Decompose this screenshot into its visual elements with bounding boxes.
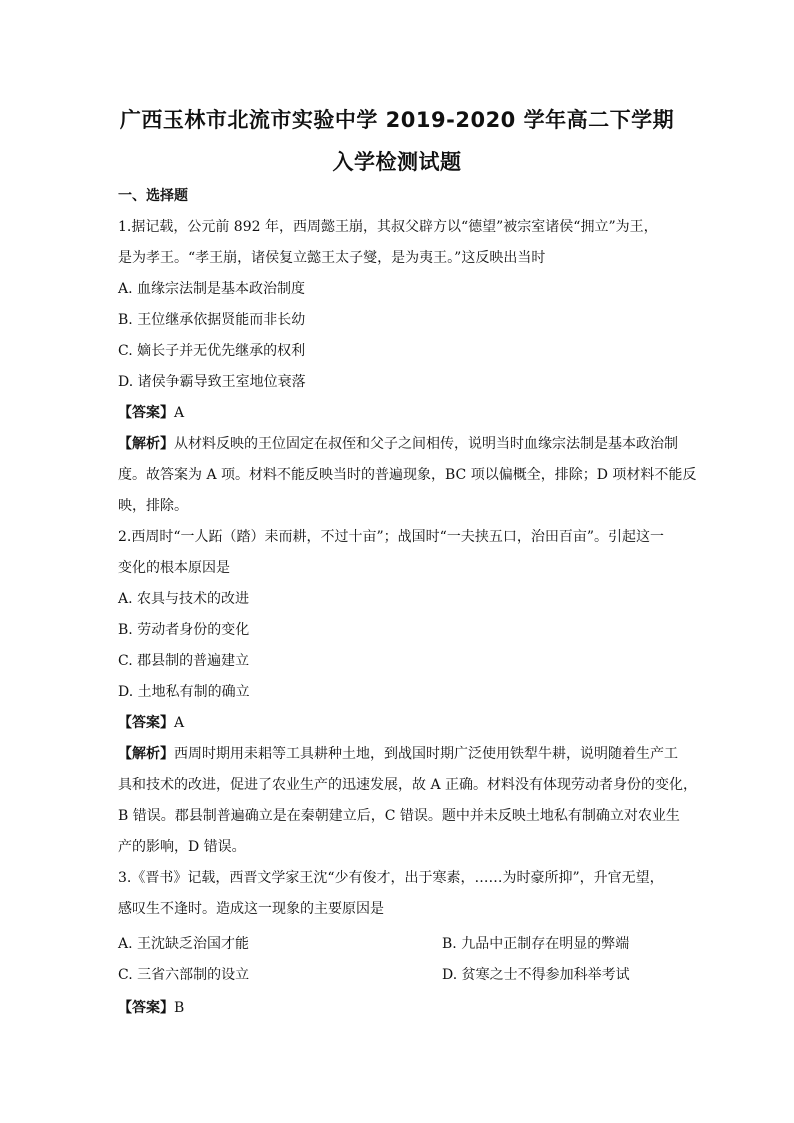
q1-analysis-tag: 【解析】 (118, 436, 174, 452)
q1-analysis-text1: 从材料反映的王位固定在叔侄和父子之间相传，说明当时血缘宗法制是基本政治制 (174, 436, 678, 452)
q2-analysis-tag: 【解析】 (118, 746, 174, 762)
q2-option-a: A. 农具与技术的改进 (118, 591, 250, 607)
q2-answer (118, 713, 678, 733)
q3-option-a: A. 王沈缺乏治国才能 (118, 936, 250, 952)
q3-stem-line2: 感叹生不逢时。造成这一现象的主要原因是 (118, 901, 384, 917)
q3-stem-line1: 3.《晋书》记载，西晋文学家王沈“少有俊才，出于寒素，……为时豪所抑”，升官无望， (118, 870, 664, 886)
q1-option-d: D. 诸侯争霸导致王室地位衰落 (118, 374, 306, 390)
q3-option-d: D. 贫寒之士不得参加科举考试 (442, 967, 630, 983)
q2-answer-tag: 【答案】 (118, 715, 174, 731)
q1-answer-value: A (174, 405, 185, 421)
q1-answer-tag: 【答案】 (118, 405, 174, 421)
q2-analysis-line3: B 错误。郡县制普遍确立是在秦朝建立后，C 错误。题中并未反映土地私有制确立对农业生 (118, 808, 680, 824)
q2-answer-value: A (174, 715, 185, 731)
q2-analysis-line1 (118, 744, 678, 764)
q3-answer (118, 998, 678, 1018)
q2-option-b: B. 劳动者身份的变化 (118, 622, 250, 638)
q1-option-c: C. 嫡长子并无优先继承的权利 (118, 343, 306, 359)
q2-analysis-text1: 西周时期用耒耜等工具耕种土地，到战国时期广泛使用铁犁牛耕，说明随着生产工 (174, 746, 678, 762)
q1-answer (118, 403, 678, 423)
document-title-line1: 广西玉林市北流市实验中学 2019-2020 学年高二下学期 (119, 108, 675, 132)
q1-stem-line2: 是为孝王。“孝王崩，诸侯复立懿王太子燮，是为夷王。”这反映出当时 (118, 250, 546, 266)
q1-analysis-line2: 度。故答案为 A 项。材料不能反映当时的普遍现象，BC 项以偏概全，排除；D 项材料不能反 (118, 467, 697, 483)
document-title-line2: 入学检测试题 (332, 150, 462, 174)
q1-option-b: B. 王位继承依据贤能而非长幼 (118, 312, 306, 328)
q2-analysis-line2: 具和技术的改进，促进了农业生产的迅速发展，故 A 正确。材料没有体现劳动者身份的变化， (118, 777, 698, 793)
q1-stem-line1: 1.据记载，公元前 892 年，西周懿王崩，其叔父辟方以“德望”被宗室诸侯“拥立”为王， (118, 219, 658, 235)
q2-stem-line1: 2.西周时“一人跖（踏）耒而耕，不过十亩”；战国时“一夫挟五口，治田百亩”。引起这一 (118, 529, 664, 545)
q1-option-a: A. 血缘宗法制是基本政治制度 (118, 281, 306, 297)
q3-option-c: C. 三省六部制的设立 (118, 967, 250, 983)
q2-analysis-line4: 产的影响，D 错误。 (118, 839, 246, 855)
q3-answer-tag: 【答案】 (118, 1000, 174, 1016)
q1-analysis-line1 (118, 434, 678, 454)
q2-stem-line2: 变化的根本原因是 (118, 560, 230, 576)
q3-option-b: B. 九品中正制存在明显的弊端 (442, 936, 630, 952)
q2-option-c: C. 郡县制的普遍建立 (118, 653, 250, 669)
q1-analysis-line3: 映，排除。 (118, 498, 188, 514)
q3-answer-value: B (174, 1000, 185, 1016)
q2-option-d: D. 土地私有制的确立 (118, 684, 250, 700)
section-heading: 一、选择题 (118, 188, 188, 204)
